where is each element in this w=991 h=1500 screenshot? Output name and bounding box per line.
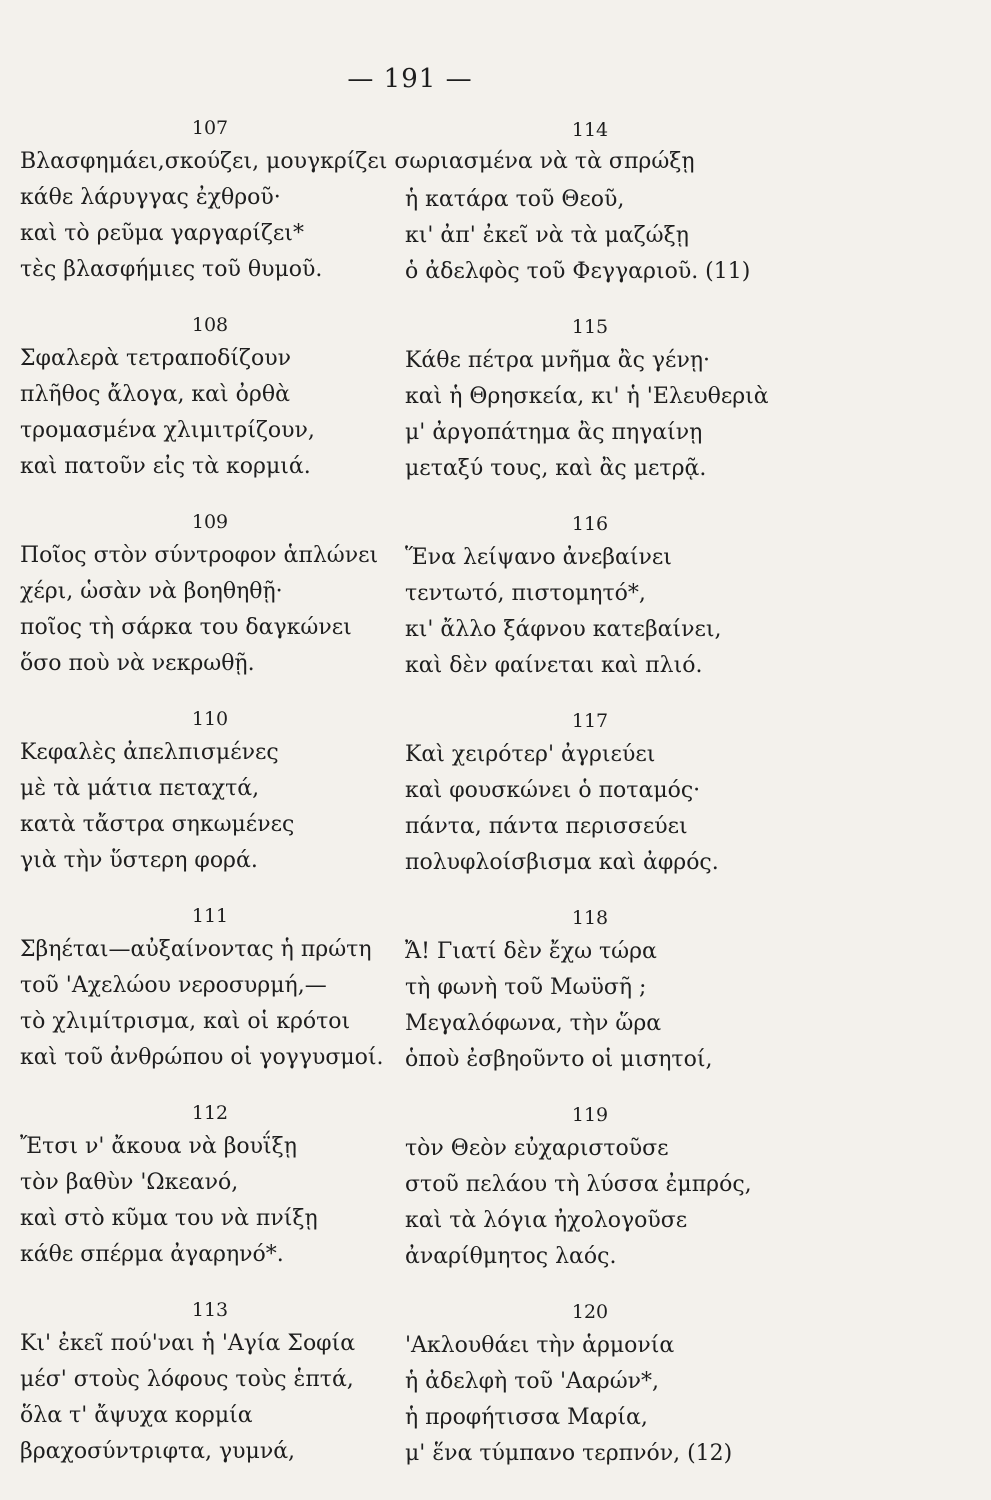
verse-line: χέρι, ὡσὰν νὰ βοηθηθῇ· <box>20 579 283 604</box>
stanza-number: 116 <box>571 513 609 535</box>
verse-line: ἡ προφήτισσα Μαρία, <box>405 1405 648 1430</box>
verse-line: κάθε σπέρμα ἀγαρηνό*. <box>20 1242 284 1267</box>
verse-line: μ' ἀργοπάτημα ἂς πηγαίνῃ <box>405 420 703 445</box>
verse-line: καὶ τὰ λόγια ἠχολογοῦσε <box>405 1208 688 1233</box>
verse-line: Κεφαλὲς ἀπελπισμένες <box>20 740 279 765</box>
stanza <box>405 705 805 902</box>
verse-line: ἡ κατάρα τοῦ Θεοῦ, <box>405 187 625 212</box>
verse-line <box>405 146 805 182</box>
verse-line: πολυφλοίσβισμα καὶ ἀφρός. <box>405 850 719 875</box>
stanza-number: 110 <box>191 708 229 730</box>
verse-line: ποῖος τὴ σάρκα του δαγκώνει <box>20 615 352 640</box>
stanza <box>405 1099 805 1296</box>
stanza <box>20 900 420 1097</box>
verse-line: ὁποὺ ἐσβηοῦντο οἱ μισητοί, <box>405 1047 713 1072</box>
verse-line: πάντα, πάντα περισσεύει <box>405 814 688 839</box>
verse-line: ὅσο ποὺ νὰ νεκρωθῇ. <box>20 651 255 676</box>
right-column <box>405 114 805 1493</box>
verse-line: καὶ στὸ κῦμα του νὰ πνίξῃ <box>20 1206 318 1231</box>
verse-line: Ἕνα λείψανο ἀνεβαίνει <box>405 545 672 570</box>
stanza-number: 111 <box>191 905 229 927</box>
verse-line: καὶ φουσκώνει ὁ ποταμός· <box>405 778 701 803</box>
verse-line: γιὰ τὴν ὕστερη φορά. <box>20 848 258 873</box>
verse-line: Μεγαλόφωνα, τὴν ὥρα <box>405 1011 662 1036</box>
verse-line: ἡ ἀδελφὴ τοῦ 'Ααρών*, <box>405 1369 660 1394</box>
verse-line: Ποῖος στὸν σύντροφον ἁπλώνει <box>20 543 379 568</box>
stanza <box>20 1294 420 1491</box>
stanza-number: 109 <box>191 511 229 533</box>
verse-line: Βλασφημάει,σκούζει, μουγκρίζει σωριασμένα νὰ τὰ σπρώξῃ <box>20 149 695 174</box>
verse-line: τὸ χλιμίτρισμα, καὶ οἱ κρότοι <box>20 1009 351 1034</box>
verse-line: τεντωτό, πιστομητό*, <box>405 581 646 606</box>
verse-line: Κι' ἐκεῖ πού'ναι ἡ 'Αγία Σοφία <box>20 1331 356 1356</box>
verse-line: κι' ἀπ' ἐκεῖ νὰ τὰ μαζώξῃ <box>405 223 689 248</box>
verse-line: Ἄ! Γιατί δὲν ἔχω τώρα <box>405 939 657 964</box>
page-number: — 191 — <box>347 64 473 94</box>
verse-line: 'Ακλουθάει τὴν ἁρμονία <box>405 1333 675 1358</box>
stanza <box>405 508 805 705</box>
verse-line: μέσ' στοὺς λόφους τοὺς ἑπτά, <box>20 1367 354 1392</box>
verse-line: βραχοσύντριφτα, γυμνά, <box>20 1439 296 1464</box>
stanza <box>20 309 420 506</box>
verse-line: μ' ἕνα τύμπανο τερπνόν, (12) <box>405 1441 733 1466</box>
verse-line: ὅλα τ' ἄψυχα κορμία <box>20 1403 253 1428</box>
verse-line: στοῦ πελάου τὴ λύσσα ἐμπρός, <box>405 1172 752 1197</box>
verse-line: ἀναρίθμητος λαός. <box>405 1244 617 1269</box>
stanza-number: 115 <box>571 316 609 338</box>
verse-line: Ἔτσι ν' ἄκουα νὰ βουΐξῃ <box>20 1134 297 1159</box>
stanza-number: 118 <box>571 907 609 929</box>
stanza-number: 117 <box>571 710 609 732</box>
stanza <box>405 1296 805 1493</box>
stanza-number: 114 <box>571 119 609 141</box>
verse-line: ὁ ἀδελφὸς τοῦ Φεγγαριοῦ. (11) <box>405 259 751 284</box>
verse-line: Κάθε πέτρα μνῆμα ἂς γένῃ· <box>405 348 711 373</box>
verse-line: Σβηέται—αὐξαίνοντας ἡ πρώτη <box>20 937 372 962</box>
verse-line: Σφαλερὰ τετραποδίζουν <box>20 346 291 371</box>
verse-line: καὶ τὸ ρεῦμα γαργαρίζει* <box>20 221 304 246</box>
stanza <box>20 703 420 900</box>
verse-line: τρομασμένα χλιμιτρίζουν, <box>20 418 315 443</box>
verse-line: τοῦ 'Αχελώου νεροσυρμή,— <box>20 973 327 998</box>
stanza <box>20 1097 420 1294</box>
verse-line: καὶ δὲν φαίνεται καὶ πλιό. <box>405 653 703 678</box>
verse-line: κατὰ τἄστρα σηκωμένες <box>20 812 295 837</box>
stanza-number: 112 <box>191 1102 229 1124</box>
stanza-number: 119 <box>571 1104 609 1126</box>
stanza-number: 113 <box>191 1299 229 1321</box>
verse-line: τὲς βλασφήμιες τοῦ θυμοῦ. <box>20 257 323 282</box>
verse-line: καὶ ἡ Θρησκεία, κι' ἡ 'Ελευθεριὰ <box>405 384 769 409</box>
verse-line: τὴ φωνὴ τοῦ Μωϋσῆ ; <box>405 975 647 1000</box>
stanza <box>405 114 805 311</box>
stanza <box>20 506 420 703</box>
verse-line: καὶ πατοῦν εἰς τὰ κορμιά. <box>20 454 311 479</box>
verse-line: μὲ τὰ μάτια πεταχτά, <box>20 776 260 801</box>
verse-line: κι' ἄλλο ξάφνου κατεβαίνει, <box>405 617 722 642</box>
stanza-number: 107 <box>191 117 229 139</box>
stanza <box>405 311 805 508</box>
verse-line: μεταξύ τους, καὶ ἂς μετρᾷ. <box>405 456 707 481</box>
verse-line: πλῆθος ἄλογα, καὶ ὀρθὰ <box>20 382 290 407</box>
verse-line: Καὶ χειρότερ' ἀγριεύει <box>405 742 656 767</box>
stanza <box>405 902 805 1099</box>
verse-line: τὸν Θεὸν εὐχαριστοῦσε <box>405 1136 669 1161</box>
verse-line: τὸν βαθὺν 'Ωκεανό, <box>20 1170 239 1195</box>
stanza-number: 120 <box>571 1301 609 1323</box>
verse-line: κάθε λάρυγγας ἐχθροῦ· <box>20 185 281 210</box>
stanza-number: 108 <box>191 314 229 336</box>
verse-line: καὶ τοῦ ἀνθρώπου οἱ γογγυσμοί. <box>20 1045 384 1070</box>
